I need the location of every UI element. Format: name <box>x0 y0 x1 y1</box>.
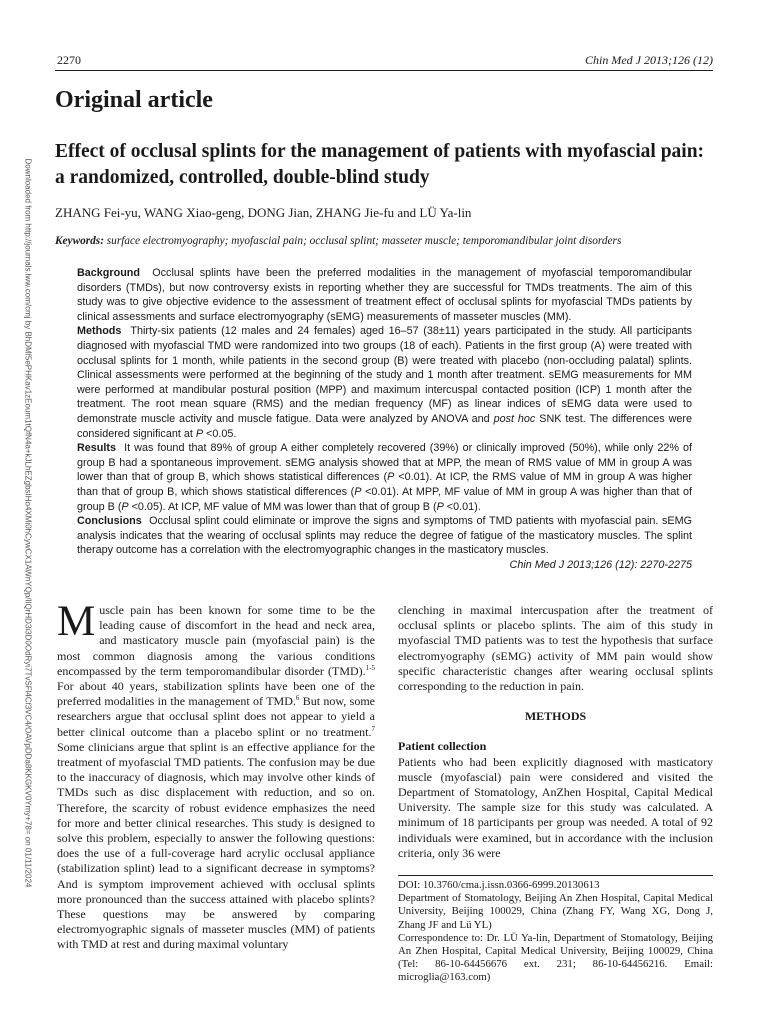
intro-text-d: Some clinicians argue that splint is an effective appliance for the treatment of myofascial TMD patients. The confusion may be due to the inaccuracy of diagnosis, which may involve other kinds of TMDs such as disc displacement with reduction, and so on. Therefore, the scarcity of robust evidence emphasizes the need for more and better clinical researches. This study is designed to solve this problem, especially to answer the following questions: does the use of a full-coverage hard acrylic occlusal appliance (stabilization splint) lead to a significant decrease in symptoms? And is symptom improvement achieved with occlusal splints more pronounced than the success attained with placebo splints? These questions may be answered by comparing electromyographic signals of masseter muscles (MM) of patients with TMD at rest and during maximal voluntary <box>57 739 375 952</box>
patient-collection-paragraph: Patients who had been explicitly diagnosed with masticatory muscle (myofascial) pain were considered and visited the Department of Stomatology, AnZhen Hospital, Capital Medical University. The sample size for this study was calculated. A minimum of 18 participants per group was needed. A total of 92 individuals were examined, but in accordance with the inclusion criteria, only 36 were <box>398 754 713 860</box>
abstract-p-symbol: P <box>436 500 444 513</box>
download-watermark-text: Downloaded from http://journals.lww.com/cmj by BhDMf5ePHKav1zEoum1tQfN4a+kJLhEZgbsIHo4XMi0hCywCX1AWnYQp/IlQrHD3i3D0OdRyi7TvSFl4Cf3VC4/OAVpDDa8KKGKV0Ymy+78= on 01/11/2024 <box>23 158 33 888</box>
abstract-background-label: Background <box>77 267 140 279</box>
keywords-line <box>55 235 621 247</box>
abstract-results-text-d: <0.05). At ICP, MF value of MM was lower than that of group B ( <box>131 500 437 513</box>
abstract-conclusions <box>77 514 692 558</box>
download-watermark <box>18 158 40 888</box>
section-type-heading: Original article <box>55 87 213 113</box>
author-list: ZHANG Fei-yu, WANG Xiao-geng, DONG Jian, ZHANG Jie-fu and LÜ Ya-lin <box>55 205 472 220</box>
abstract-methods-text: Thirty-six patients (12 males and 24 females) aged 16–57 (38±11) years participated in the study. All participants diagnosed with myofascial TMD were randomized into two groups (18 of each). Patients in the first group (A) were treated with occlusal splints for 1 month, while patients in the second group (B) were treated with placebo (non-occluding palatal) splints. Clinical assessments were performed at the beginning of the study and 1 month after treatment. sEMG measurements for MM were performed at mandibular postural position (MPP) and maximum intercuspal contacted position (ICP) 1 month after the treatment. The root mean square (RMS) and the median frequency (MF) as linear indices of sEMG data were used to demonstrate muscle activity and muscle fatigue. Data were analyzed by ANOVA and <box>77 325 692 425</box>
page-number: 2270 <box>57 53 81 67</box>
intro-text-a: uscle pain has been known for some time to be the leading cause of discomfort in the head and neck area, and masticatory muscle pain (myofascial pain) is the most common diagnosis among the various conditions encompassed by the term temporomandibular disorder (TMD). <box>57 603 375 678</box>
doi-line: DOI: 10.3760/cma.j.issn.0366-6999.20130613 <box>398 879 600 891</box>
intro-paragraph <box>57 598 375 953</box>
journal-citation-header: Chin Med J 2013;126 (12) <box>585 53 713 67</box>
abstract-block <box>77 266 692 572</box>
abstract-results-text: It was found that 89% of group A either completely recovered (39%) or clinically improved (50%), while only 22% of group B had a spontaneous improvement. sEMG analysis showed that at MPP, the mean of RMS value of MM in group A was lower than that of group B, which shows statistical differences ( <box>77 442 693 484</box>
abstract-background <box>77 266 692 324</box>
header-divider <box>55 70 713 71</box>
methods-heading: METHODS <box>524 709 587 724</box>
abstract-conclusions-text: Occlusal splint could eliminate or improve the signs and symptoms of TMD patients with myofascial pain. sEMG analysis indicates that the wearing of occlusal splints may reduce the degree of fatigue of the masticatory muscles. The splint therapy outcome has a correlation with the electromyographic changes in the masticatory muscles. <box>77 515 692 557</box>
intro-text-c: But now, some researchers argue that occlusal splint does not appear to yield a better clinical outcome than a placebo splint or no treatment. <box>57 694 375 739</box>
abstract-results-label: Results <box>77 442 117 455</box>
intro-text-b: For about 40 years, stabilization splints have been one of the preferred modalities in the management of TMD. <box>57 679 375 709</box>
abstract-conclusions-label: Conclusions <box>77 515 142 528</box>
abstract-p-symbol: P <box>195 427 204 440</box>
footnotes-block <box>398 879 713 985</box>
abstract-methods-label: Methods <box>77 325 122 338</box>
article-title: Effect of occlusal splints for the management of patients with myofascial pain: a randomized, controlled, double-blind study <box>55 141 705 188</box>
abstract-methods-text-b: SNK test. The differences were considered significant at <box>77 412 693 440</box>
abstract-methods <box>77 324 692 441</box>
correspondence-note: Correspondence to: Dr. LÜ Ya-lin, Department of Stomatology, Beijing An Zhen Hospital, Capital Medical University, Beijing 100029, China (Tel: 86-10-64456676 ext. 231; 86-10-64456216. Email: microglia@163.com) <box>398 931 713 984</box>
abstract-p-symbol: P <box>354 485 362 498</box>
abstract-citation: Chin Med J 2013;126 (12): 2270-2275 <box>509 558 692 571</box>
citation-ref: 7 <box>371 724 375 733</box>
body-column-right <box>398 603 713 861</box>
abstract-results <box>77 441 692 514</box>
keywords-text: surface electromyography; myofascial pain; occlusal splint; masseter muscle; temporomandibular joint disorders <box>106 235 622 247</box>
abstract-methods-italic: post hoc <box>493 412 536 425</box>
abstract-p-symbol: P <box>387 471 395 484</box>
abstract-results-text-c: <0.01). At MPP, MF value of MM in group A was higher than that of group B ( <box>77 485 692 513</box>
abstract-methods-text-c: <0.05. <box>206 427 237 440</box>
patient-collection-heading: Patient collection <box>398 739 487 754</box>
footnote-divider <box>398 875 713 876</box>
intro-continuation: clenching in maximal intercuspation after the treatment of occlusal splints or placebo splints. The aim of this study in myofascial TMD patients was to test the hypothesis that surface electromyography (sEMG) activity of MM pain would show specific characteristic changes after wearing occlusal splints corresponding to the reduction in pain. <box>398 603 713 694</box>
abstract-p-symbol: P <box>121 500 129 513</box>
abstract-background-text: Occlusal splints have been the preferred modalities in the management of myofascial temporomandibular disorders (TMDs), but now controversy exists in reporting whether they are successful for TMDs treatments. The aim of this study was to give objective evidence to the assessment of treatment effect of occlusal splints for myofascial TMDs patients by clinical assessments and surface electromyography (sEMG) measurements of masseter muscles (MM). <box>77 267 693 323</box>
citation-ref: 1-5 <box>365 663 375 672</box>
keywords-label: Keywords: <box>55 235 104 247</box>
abstract-results-text-e: <0.01). <box>446 500 481 513</box>
abstract-results-text-b: <0.01). At ICP, the RMS value of MM in group A was higher than that of group B, which shows statistical differences ( <box>77 471 693 498</box>
drop-cap-letter: M <box>57 598 96 645</box>
citation-ref: 6 <box>295 694 300 703</box>
body-column-left <box>57 598 375 953</box>
affiliation-note: Department of Stomatology, Beijing An Zhen Hospital, Capital Medical University, Beijing 100029, China (Zhang FY, Wang XG, Dong J, Zhang JF and Lü YL) <box>398 892 713 931</box>
